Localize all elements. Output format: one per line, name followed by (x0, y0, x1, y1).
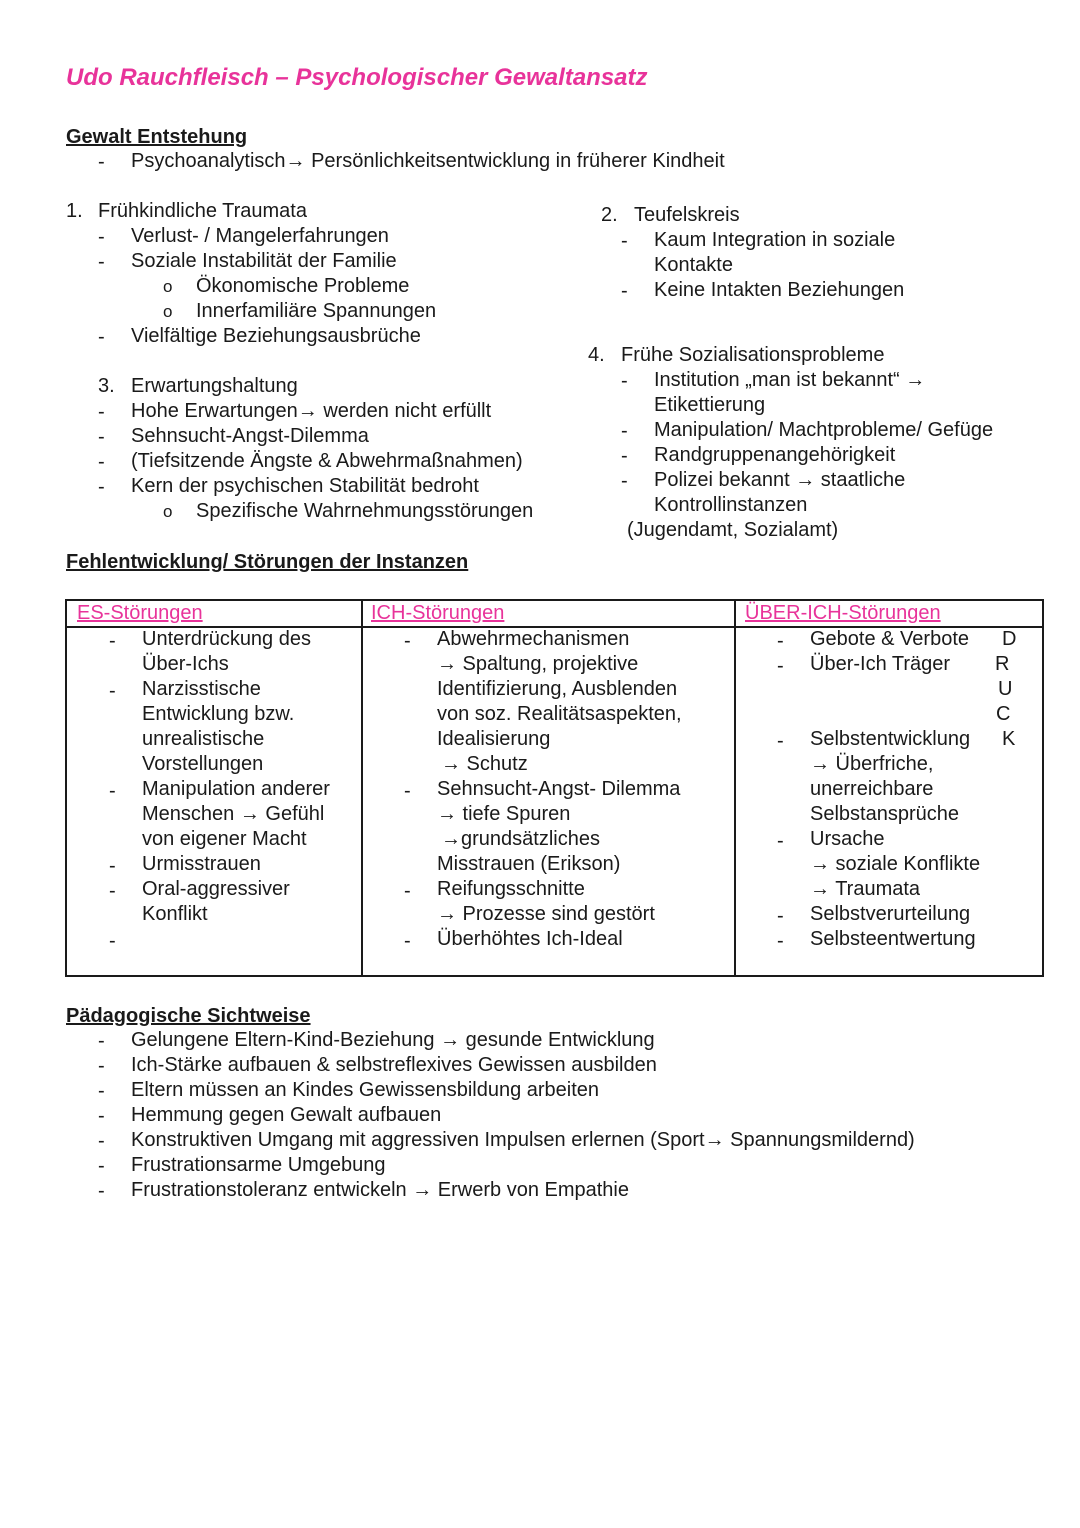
bullet-dash: - (109, 855, 116, 877)
bullet-dash: - (621, 470, 628, 492)
table-column-divider (734, 601, 736, 975)
bullet-dash: - (404, 630, 411, 652)
table-cell-line: unerreichbare (810, 778, 934, 800)
table-cell-line: Über-Ich Träger (810, 653, 951, 675)
bullet-dash: - (621, 230, 628, 252)
bullet-dash: - (621, 420, 628, 442)
bullet-dash: - (777, 655, 784, 677)
section-heading-paedagogische-sichtweise: Pädagogische Sichtweise (66, 1005, 311, 1027)
table-cell-line: Manipulation anderer (142, 778, 330, 800)
table-cell-line: Menschen → Gefühl (142, 803, 325, 825)
list-item: Verlust- / Mangelerfahrungen (131, 225, 389, 247)
list-item: Keine Intakten Beziehungen (654, 279, 905, 301)
item-number: 4. (588, 344, 605, 366)
table-cell-line: → Spaltung, projektive (437, 653, 639, 675)
list-item: Vielfältige Beziehungsausbrüche (131, 325, 421, 347)
table-cell-line: Unterdrückung des (142, 628, 311, 650)
table-cell-line: Selbstverurteilung (810, 903, 971, 925)
list-item: Spezifische Wahrnehmungsstörungen (196, 500, 534, 522)
list-item-continued: Kontakte (654, 254, 733, 276)
list-item: Randgruppenangehörigkeit (654, 444, 896, 466)
bullet-dash: - (98, 1105, 105, 1127)
table-cell-line: Ursache (810, 828, 885, 850)
bullet-dash: - (109, 680, 116, 702)
bullet-dash: - (98, 151, 105, 173)
item-label: Frühkindliche Traumata (98, 200, 307, 222)
table-cell-line: Gebote & Verbote (810, 628, 970, 650)
table-cell-line: →grundsätzliches (441, 828, 600, 850)
bullet-dash: - (98, 1030, 105, 1052)
bullet-dash: - (621, 280, 628, 302)
bullet-dash: - (404, 880, 411, 902)
item-label: Erwartungshaltung (131, 375, 298, 397)
list-item: Gelungene Eltern-Kind-Beziehung → gesunde Entwicklung (131, 1029, 655, 1051)
table-cell-line: Oral-aggressiver (142, 878, 290, 900)
table-cell-line: Über-Ichs (142, 653, 229, 675)
bullet-dash: - (621, 445, 628, 467)
list-item: Innerfamiliäre Spannungen (196, 300, 437, 322)
bullet-dash: - (98, 451, 105, 473)
list-item: Konstruktiven Umgang mit aggressiven Impulsen erlernen (Sport→ Spannungsmildernd) (131, 1129, 915, 1151)
table-cell-line: Überhöhtes Ich-Ideal (437, 928, 623, 950)
list-item: Sehnsucht-Angst-Dilemma (131, 425, 369, 447)
item-label: Frühe Sozialisationsprobleme (621, 344, 885, 366)
section-heading-fehlentwicklung: Fehlentwicklung/ Störungen der Instanzen (66, 551, 469, 573)
bullet-dash: - (109, 930, 116, 952)
table-cell-line: Vorstellungen (142, 753, 264, 775)
item-label: Teufelskreis (634, 204, 740, 226)
section-heading-gewalt-entstehung: Gewalt Entstehung (66, 126, 248, 148)
table-column-divider (361, 601, 363, 975)
list-item: Hohe Erwartungen→ werden nicht erfüllt (131, 400, 492, 422)
list-item-continued: Kontrollinstanzen (654, 494, 808, 516)
vertical-letter: K (1002, 728, 1016, 750)
table-header-ueber-ich: ÜBER-ICH-Störungen (745, 602, 941, 624)
table-cell-line: von eigener Macht (142, 828, 307, 850)
bullet-dash: - (98, 1155, 105, 1177)
item-number: 1. (66, 200, 83, 222)
table-header-ich: ICH-Störungen (371, 602, 505, 624)
circle-bullet-icon: o (163, 502, 173, 521)
table-cell-line: Narzisstische (142, 678, 261, 700)
bullet-dash: - (98, 1180, 105, 1202)
item-number: 2. (601, 204, 618, 226)
list-item: Hemmung gegen Gewalt aufbauen (131, 1104, 442, 1126)
table-cell-line: Selbstansprüche (810, 803, 959, 825)
circle-bullet-icon: o (163, 277, 173, 296)
bullet-dash: - (777, 930, 784, 952)
table-cell-line: Sehnsucht-Angst- Dilemma (437, 778, 681, 800)
bullet-dash: - (109, 630, 116, 652)
list-item: Eltern müssen an Kindes Gewissensbildung arbeiten (131, 1079, 600, 1101)
list-item: Kaum Integration in soziale (654, 229, 896, 251)
table-cell-line: Misstrauen (Erikson) (437, 853, 621, 875)
list-item: Soziale Instabilität der Familie (131, 250, 397, 272)
bullet-dash: - (98, 226, 105, 248)
table-cell-line: Urmisstrauen (142, 853, 261, 875)
list-item: Kern der psychischen Stabilität bedroht (131, 475, 479, 497)
bullet-dash: - (98, 401, 105, 423)
bullet-dash: - (98, 326, 105, 348)
bullet-dash: - (404, 930, 411, 952)
list-item: Institution „man ist bekannt“ → (654, 369, 926, 391)
bullet-dash: - (109, 880, 116, 902)
bullet-dash: - (98, 1080, 105, 1102)
vertical-letter: D (1002, 628, 1017, 650)
table-cell-line: → Überfriche, (810, 753, 934, 775)
table-cell-line: Konflikt (142, 903, 208, 925)
table-cell-line: Abwehrmechanismen (437, 628, 630, 650)
bullet-dash: - (98, 1055, 105, 1077)
table-header-es: ES-Störungen (77, 602, 203, 624)
bullet-dash: - (777, 830, 784, 852)
bullet-dash: - (98, 251, 105, 273)
list-item: Frustrationstoleranz entwickeln → Erwerb von Empathie (131, 1179, 629, 1201)
intro-text: Psychoanalytisch→ Persönlichkeitsentwicklung in früherer Kindheit (131, 150, 725, 172)
list-item-continued: Etikettierung (654, 394, 766, 416)
vertical-letter: R (995, 653, 1010, 675)
table-cell-line: → Schutz (441, 753, 528, 775)
table-cell-line: Identifizierung, Ausblenden (437, 678, 678, 700)
circle-bullet-icon: o (163, 302, 173, 321)
item-number: 3. (98, 375, 115, 397)
table-cell-line: → tiefe Spuren (437, 803, 571, 825)
table-cell-line: Reifungsschnitte (437, 878, 585, 900)
table-cell-line: Entwicklung bzw. (142, 703, 295, 725)
bullet-dash: - (777, 630, 784, 652)
list-item: (Tiefsitzende Ängste & Abwehrmaßnahmen) (131, 450, 523, 472)
table-cell-line: Idealisierung (437, 728, 551, 750)
table-cell-line: → Traumata (810, 878, 921, 900)
table-cell-line: Selbstentwicklung (810, 728, 971, 750)
bullet-dash: - (621, 370, 628, 392)
page-title: Udo Rauchfleisch – Psychologischer Gewaltansatz (66, 64, 648, 91)
note-text: (Jugendamt, Sozialamt) (627, 519, 839, 541)
list-item: Polizei bekannt → staatliche (654, 469, 906, 491)
table-cell-line: unrealistische (142, 728, 265, 750)
list-item: Ökonomische Probleme (196, 275, 410, 297)
bullet-dash: - (98, 426, 105, 448)
bullet-dash: - (777, 730, 784, 752)
vertical-letter: U (998, 678, 1013, 700)
bullet-dash: - (777, 905, 784, 927)
bullet-dash: - (404, 780, 411, 802)
bullet-dash: - (109, 780, 116, 802)
list-item: Manipulation/ Machtprobleme/ Gefüge (654, 419, 994, 441)
bullet-dash: - (98, 1130, 105, 1152)
list-item: Frustrationsarme Umgebung (131, 1154, 386, 1176)
table-cell-line: von soz. Realitätsaspekten, (437, 703, 682, 725)
table-cell-line: → soziale Konflikte (810, 853, 981, 875)
list-item: Ich-Stärke aufbauen & selbstreflexives Gewissen ausbilden (131, 1054, 657, 1076)
table-cell-line: Selbsteentwertung (810, 928, 976, 950)
vertical-letter: C (996, 703, 1011, 725)
bullet-dash: - (98, 476, 105, 498)
table-cell-line: → Prozesse sind gestört (437, 903, 655, 925)
